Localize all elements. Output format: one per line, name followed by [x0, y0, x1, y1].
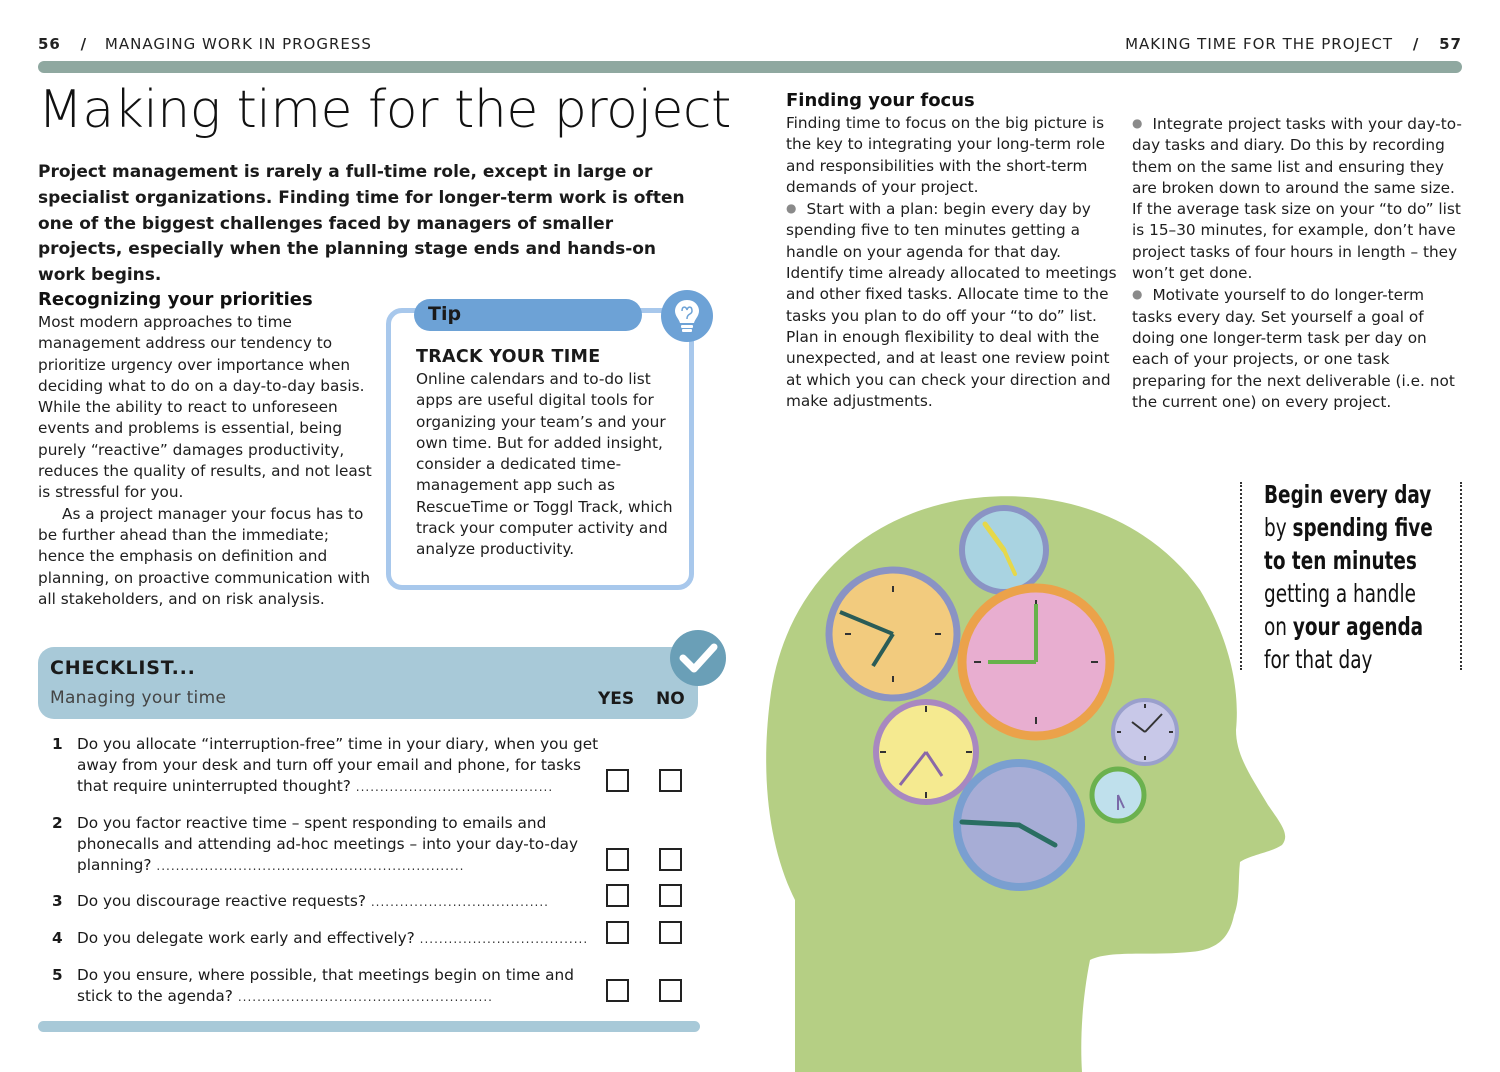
checklist-no-label: NO — [656, 689, 685, 709]
leader-dots: ..................................................... — [237, 990, 493, 1004]
clock-icon — [957, 763, 1081, 887]
intro-paragraph: Project management is rarely a full-time role, except in large or specialist organizations. Finding time for longer-term work is often one of the biggest challenges faced by managers of smaller projects, especially when the planning stage ends and hands-on work begins. — [38, 162, 685, 286]
item-3-yes-checkbox[interactable] — [606, 884, 629, 907]
clock-icon — [1092, 769, 1144, 821]
checklist-yes-label: YES — [598, 689, 635, 709]
checklist-item-text: Do you factor reactive time – spent responding to emails and phonecalls and attending ad-hoc meetings – into your day-to-day planning? — [77, 814, 579, 874]
checklist-footer-bar — [38, 1021, 700, 1032]
right-running-head — [1125, 35, 1462, 53]
checklist-item-number: 3 — [52, 892, 63, 910]
focus-bullet-2: Integrate project tasks with your day-to-day tasks and diary. Do this by recording them on the same list and ensuring they are broken down to around the same size. If the average task size on your “to do” list is 15–30 minutes, for example, don’t have project tasks of four hours in length – they won’t get done. — [1132, 115, 1462, 283]
item-1-no-checkbox[interactable] — [659, 769, 682, 792]
focus-bullet-1: Start with a plan: begin every day by spending five to ten minutes getting a handle on your agenda for that day. Identify time already allocated to meetings and other fixed tasks. Allocate time to the tasks you plan to do off your “to do” list. Plan in enough flexibility to deal with the unexpected, and at least one review point at which you can check your direction and make adjustments. — [786, 200, 1117, 410]
item-5-yes-checkbox[interactable] — [606, 979, 629, 1002]
left-running-head — [38, 35, 372, 53]
focus-bullet-3: Motivate yourself to do longer-term tasks every day. Set yourself a goal of doing one longer-term task per day on each of your projects, or one task preparing for the next deliverable (i.e. not the current one) on every project. — [1132, 286, 1455, 411]
focus-column-2 — [1132, 113, 1462, 413]
item-2-no-checkbox[interactable] — [659, 848, 682, 871]
right-separator: / — [1412, 35, 1420, 53]
bullet-icon: ● — [1132, 287, 1143, 302]
quote-rule-left — [1240, 482, 1242, 670]
clock-icon — [962, 588, 1110, 736]
bullet-icon: ● — [1132, 116, 1143, 130]
checklist-item — [52, 891, 612, 913]
item-1-yes-checkbox[interactable] — [606, 769, 629, 792]
item-3-no-checkbox[interactable] — [659, 884, 682, 907]
item-4-no-checkbox[interactable] — [659, 921, 682, 944]
priorities-para-1: Most modern approaches to time management address our tendency to prioritize urgency over importance when deciding what to do on a day-to-day basis. While the ability to react to unforeseen events and problems is essential, being purely “reactive” damages productivity, reduces the quality of results, and not least is stressful for you. — [38, 313, 372, 502]
page-title: Making time for the project — [38, 80, 731, 140]
focus-heading: Finding your focus — [786, 90, 975, 111]
quote-line-1: Begin every day — [1264, 480, 1432, 509]
leader-dots: ................................................................ — [156, 859, 465, 873]
clock-icon — [1113, 700, 1177, 764]
checklist-item-number: 2 — [52, 814, 63, 832]
lightbulb-icon — [660, 289, 714, 343]
checklist-item-text: Do you ensure, where possible, that meetings begin on time and stick to the agenda? — [77, 966, 574, 1005]
item-2-yes-checkbox[interactable] — [606, 848, 629, 871]
quote-line-6: for that day — [1264, 645, 1373, 674]
checklist-item — [52, 734, 612, 798]
clock-icon — [876, 702, 976, 802]
clock-icon — [829, 570, 957, 698]
right-section-title: MAKING TIME FOR THE PROJECT — [1125, 35, 1394, 53]
checklist-subtitle: Managing your time — [50, 688, 227, 708]
right-page-number: 57 — [1439, 35, 1462, 53]
checklist-item-text: Do you delegate work early and effectively? — [77, 929, 415, 947]
checklist-item — [52, 928, 612, 950]
priorities-para-2: As a project manager your focus has to be further ahead than the immediate; hence the emphasis on definition and planning, on proactive communication with all stakeholders, and on risk analysis. — [38, 504, 371, 608]
checklist-item-number: 4 — [52, 929, 63, 947]
tip-label: Tip — [428, 303, 462, 325]
priorities-body — [38, 312, 374, 610]
tip-body: Online calendars and to-do list apps are useful digital tools for organizing your team’s and your own time. But for added insight, consider a dedicated time-management app such as RescueTime or Toggl Track, which track your computer activity and analyze productivity. — [416, 370, 673, 559]
clock-icon — [962, 508, 1046, 592]
leader-dots: ................................... — [419, 932, 589, 946]
left-page-number: 56 — [38, 35, 61, 53]
checklist-item-text: Do you discourage reactive requests? — [77, 892, 366, 910]
quote-rule-right — [1460, 482, 1462, 670]
pull-quote — [1264, 478, 1433, 676]
checkmark-icon — [668, 628, 728, 688]
checklist-item-number: 1 — [52, 735, 63, 753]
quote-line-4: getting a handle — [1264, 579, 1416, 608]
quote-line-5b: your agenda — [1292, 612, 1424, 641]
quote-line-2b: spending five — [1292, 513, 1433, 542]
bullet-icon: ● — [786, 201, 797, 216]
quote-line-5a: on — [1264, 612, 1293, 641]
header-rule — [38, 61, 1462, 73]
checklist-title: CHECKLIST... — [50, 657, 196, 679]
priorities-heading: Recognizing your priorities — [38, 289, 313, 310]
quote-line-2a: by — [1264, 513, 1293, 542]
quote-line-3: to ten minutes — [1264, 546, 1417, 575]
left-section-title: MANAGING WORK IN PROGRESS — [104, 35, 372, 53]
item-5-no-checkbox[interactable] — [659, 979, 682, 1002]
item-4-yes-checkbox[interactable] — [606, 921, 629, 944]
checklist-item-text: Do you allocate “interruption-free” time in your diary, when you get away from your desk and turn off your email and phone, for tasks that require uninterrupted thought? — [77, 735, 599, 795]
focus-column-1 — [786, 113, 1122, 412]
left-separator: / — [80, 35, 88, 53]
checklist-item — [52, 965, 612, 1008]
focus-intro: Finding time to focus on the big picture is the key to integrating your long-term role and responsibilities with the short-term demands of your project. — [786, 114, 1106, 196]
checklist-item — [52, 813, 612, 877]
head-with-clocks-illustration — [760, 470, 1300, 1072]
tip-heading: TRACK YOUR TIME — [416, 347, 601, 367]
leader-dots: ......................................... — [355, 780, 554, 794]
leader-dots: ..................................... — [370, 895, 549, 909]
checklist-item-number: 5 — [52, 966, 63, 984]
